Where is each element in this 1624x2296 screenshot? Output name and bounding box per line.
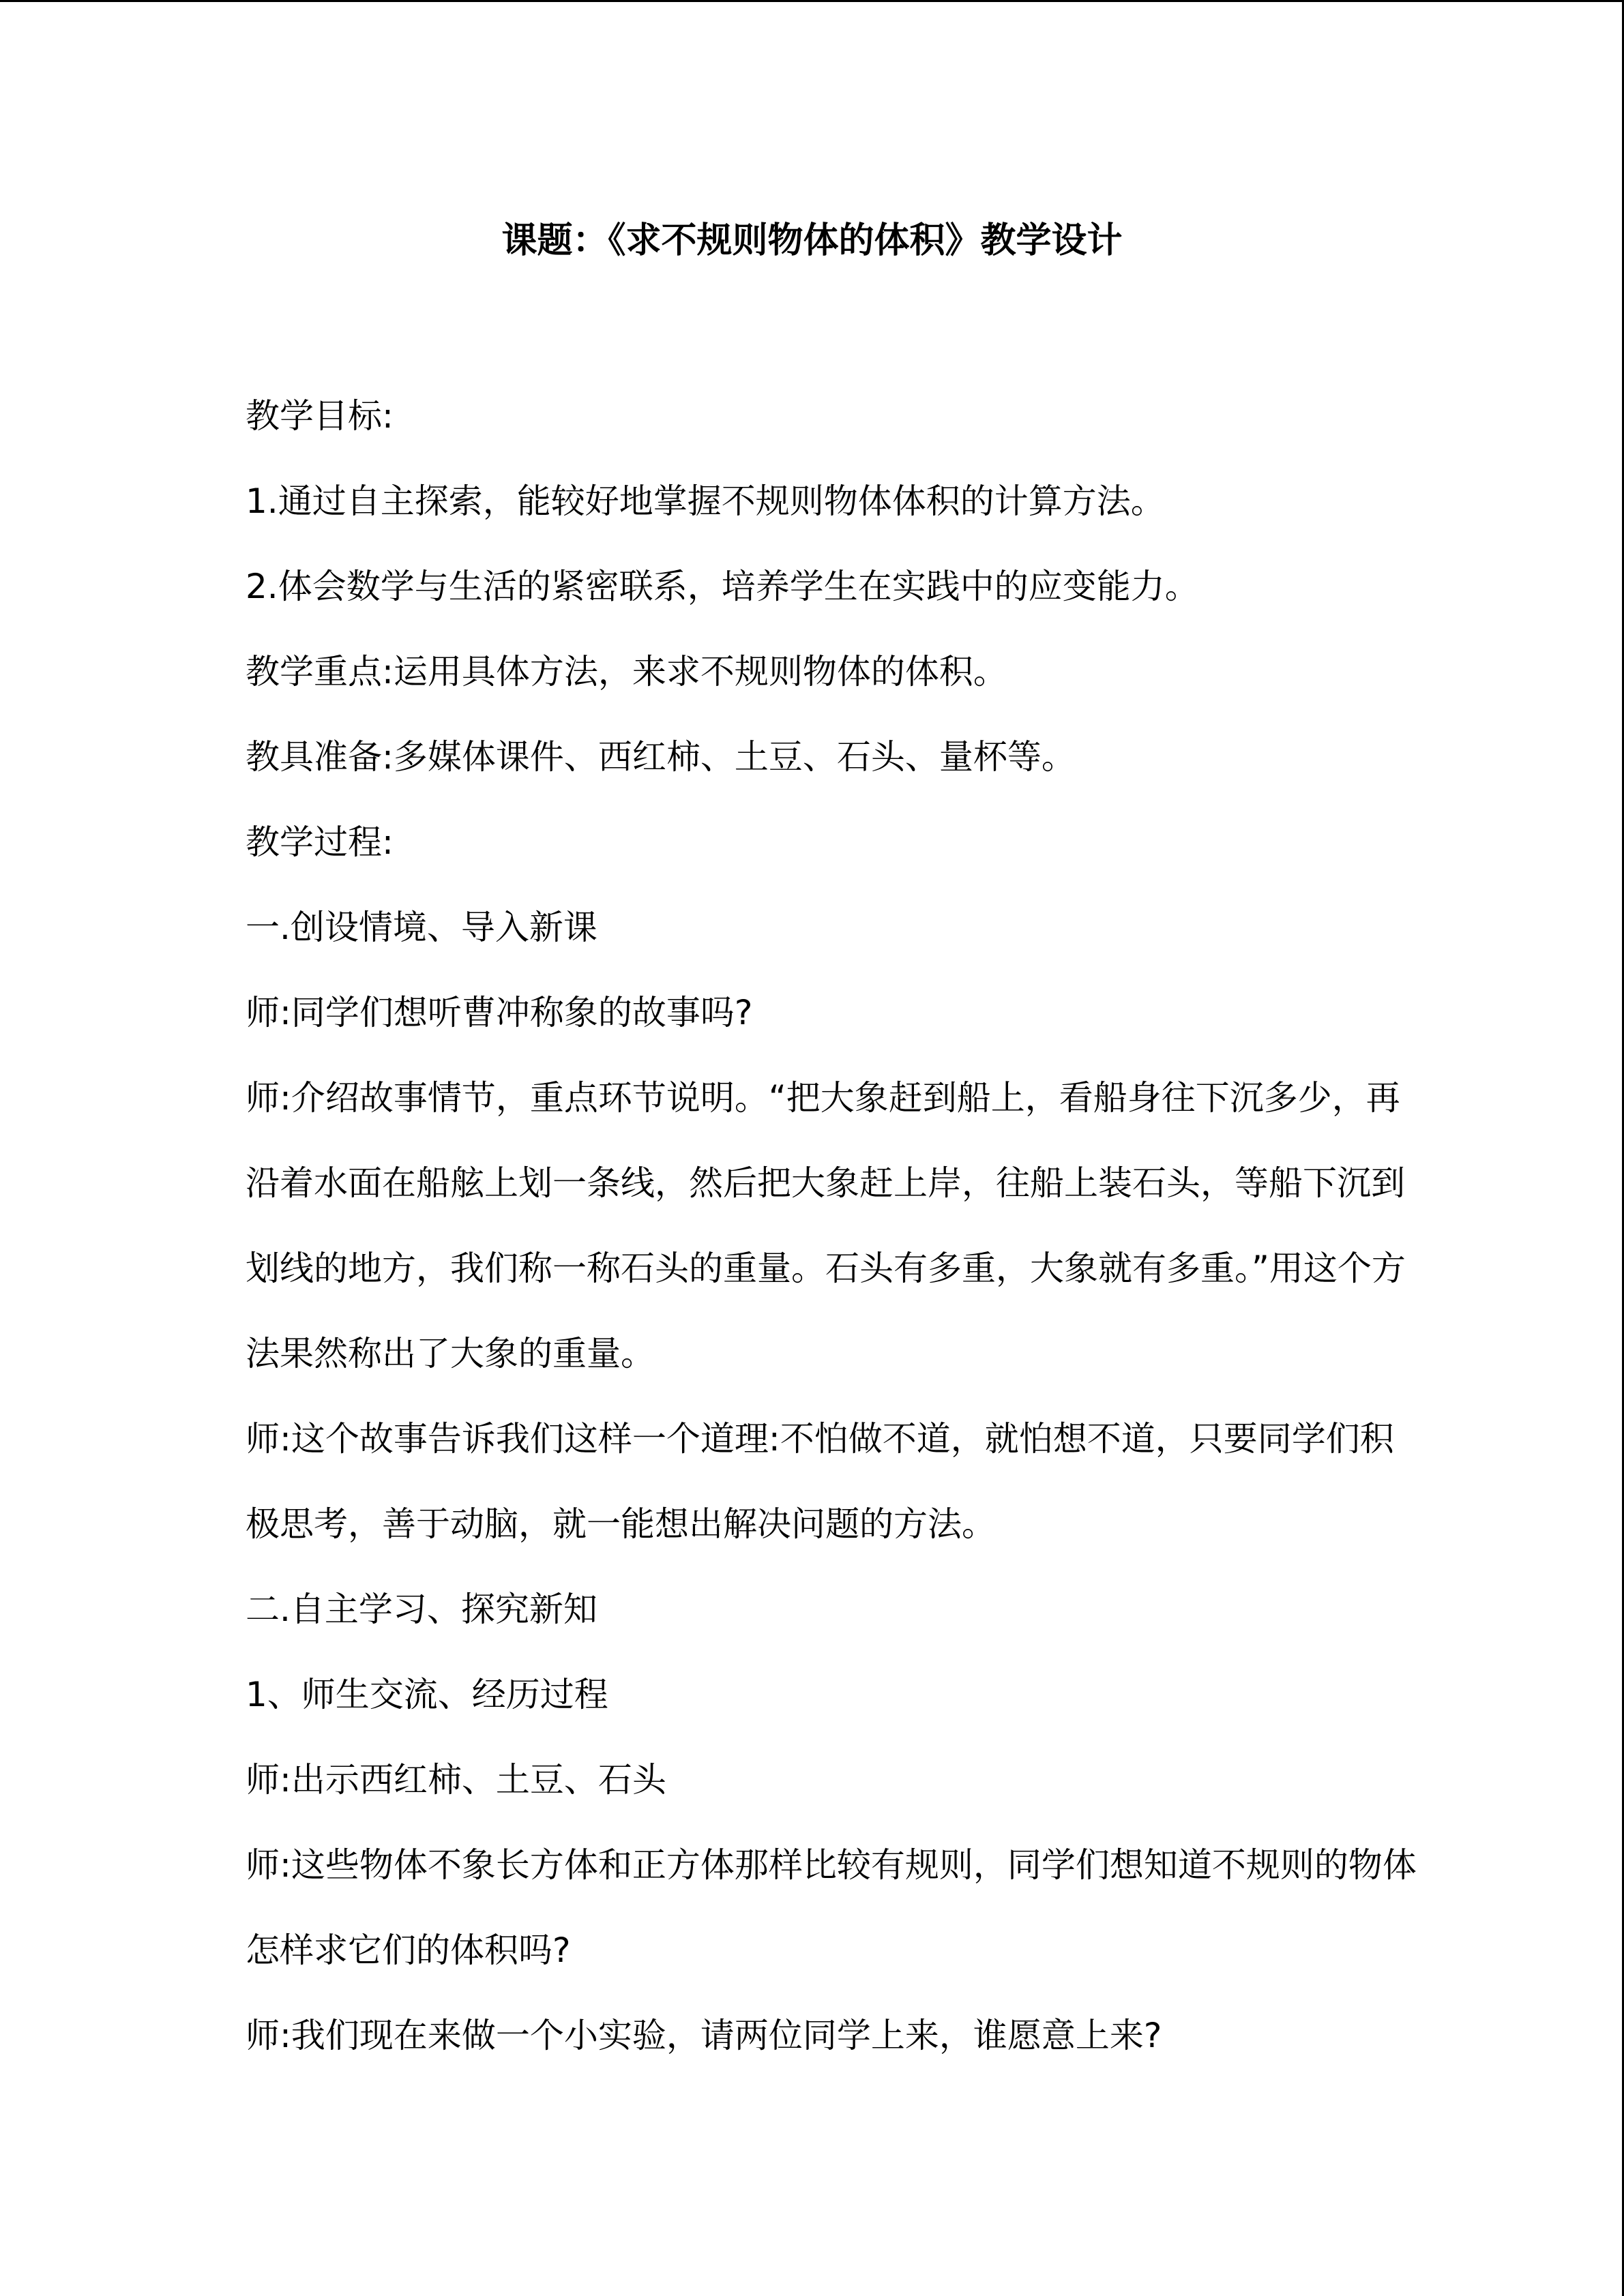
process-step-heading-2: 二.自主学习、探究新知 (246, 1590, 597, 1629)
objective-item-1: 1.通过自主探索，能较好地掌握不规则物体体积的计算方法。 (246, 481, 1165, 521)
teacher-line-lesson: 师:这个故事告诉我们这样一个道理:不怕做不道，就怕想不道，只要同学们积极思考，善于动脑，就一能想出解决问题的方法。 (246, 1419, 1394, 1544)
section-heading-objectives: 教学目标: (246, 396, 394, 436)
document-body (246, 374, 1419, 2078)
teaching-aids: 教具准备:多媒体课件、西红柿、土豆、石头、量杯等。 (246, 737, 1076, 777)
teacher-line-experiment: 师:我们现在来做一个小实验，请两位同学上来，谁愿意上来? (246, 2016, 1162, 2055)
sub-step-heading: 1、师生交流、经历过程 (246, 1675, 608, 1714)
teacher-line-story: 师:介绍故事情节，重点环节说明。“把大象赶到船上，看船身往下沉多少，再沿着水面在船舷上划一条线，然后把大象赶上岸，往船上装石头，等船下沉到划线的地方，我们称一称石头的重量。石头有多重，大象就有多重。”用这个方法果然称出了大象的重量。 (246, 1078, 1406, 1373)
key-point: 教学重点:运用具体方法，来求不规则物体的体积。 (246, 652, 1007, 691)
teacher-line-show-objects: 师:出示西红柿、土豆、石头 (246, 1760, 666, 1800)
teacher-line-question: 师:这些物体不象长方体和正方体那样比较有规则，同学们想知道不规则的物体怎样求它们的体积吗? (246, 1845, 1417, 1970)
section-heading-process: 教学过程: (246, 822, 394, 862)
document-title: 课题：《求不规则物体的体积》教学设计 (501, 220, 1123, 261)
process-step-heading-1: 一.创设情境、导入新课 (246, 908, 597, 947)
teacher-line: 师:同学们想听曹冲称象的故事吗? (246, 993, 753, 1032)
objective-item-2: 2.体会数学与生活的紧密联系，培养学生在实践中的应变能力。 (246, 567, 1199, 606)
